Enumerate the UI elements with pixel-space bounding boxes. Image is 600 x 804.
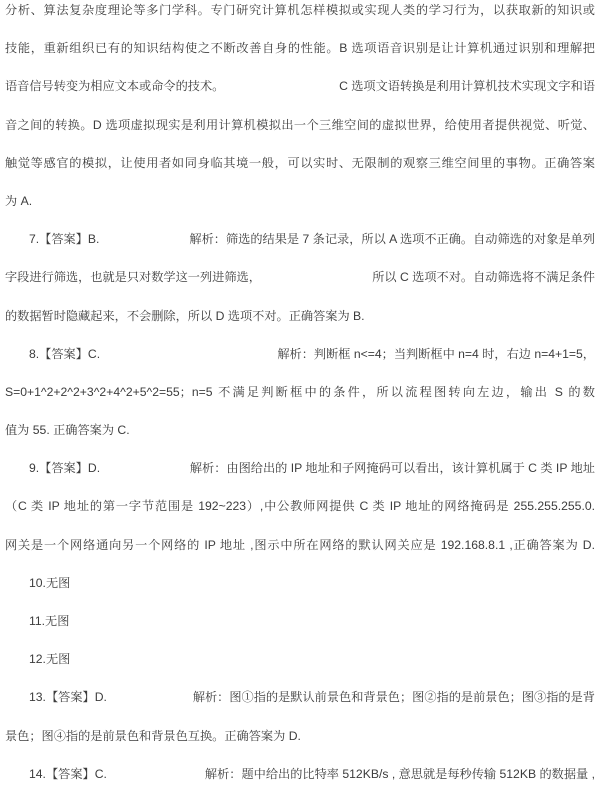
line-segment-left: 9.【答案】D. [29, 461, 101, 476]
text-line [0, 460, 600, 498]
line-segment-right: 解析：判断框 n<=4；当判断框中 n=4 时，右边 n=4+1=5， [277, 346, 595, 361]
text-line: 景色；图④指的是前景色和背景色互换。正确答案为 D. [5, 728, 301, 743]
text-line [0, 766, 600, 804]
text-line: 分析、算法复杂度理论等多门学科。专门研究计算机怎样模拟或实现人类的学习行为，以获取新的知识或 [5, 3, 595, 17]
line-segment-right: 解析：图①指的是默认前景色和背景色；图②指的是前景色；图③指的是背 [192, 690, 595, 705]
line-segment-right: C 选项文语转换是利用计算机技术实现文字和语 [339, 79, 595, 94]
line-segment-left: 14.【答案】C. [29, 766, 107, 781]
text-line: 值为 55. 正确答案为 C. [5, 423, 130, 438]
line-segment-left: 8.【答案】C. [29, 346, 101, 361]
text-line: （C 类 IP 地址的第一字节范围是 192~223）,中公教师网提供 C 类 IP 地址的网络掩码是 255.255.255.0. [5, 499, 595, 514]
text-line: 触觉等感官的模拟，让使用者如同身临其境一般，可以实时、无限制的观察三维空间里的事物。正确答案 [5, 155, 595, 170]
text-line: 技能，重新组织已有的知识结构使之不断改善自身的性能。B 选项语音识别是让计算机通过识别和理解把 [5, 41, 595, 56]
text-line [0, 269, 600, 307]
line-segment-right: 解析：题中给出的比特率 512KB/s , 意思就是每秒传输 512KB 的数据量 , [204, 766, 595, 781]
text-line: 11.无图 [29, 614, 70, 628]
line-segment-right: 解析：筛选的结果是 7 条记录，所以 A 选项不正确。自动筛选的对象是单列 [189, 232, 595, 247]
line-segment-right: 所以 C 选项不对。自动筛选将不满足条件 [372, 270, 595, 285]
text-line [0, 346, 600, 384]
text-line: 10.无图 [29, 575, 71, 590]
text-line [0, 78, 600, 116]
line-segment-right: 解析：由图给出的 IP 地址和子网掩码可以看出，该计算机属于 C 类 IP 地址 [189, 461, 595, 476]
text-line: 12.无图 [29, 652, 71, 667]
text-line: S=0+1^2+2^2+3^2+4^2+5^2=55；n=5 不满足判断框中的条件，所以流程图转向左边，输出 S 的数 [5, 384, 595, 399]
line-segment-left: 语音信号转变为相应文本或命令的技术。 [5, 79, 225, 94]
line-segment-left: 字段进行筛选，也就是只对数学这一列进筛选， [5, 270, 261, 285]
text-line [0, 689, 600, 727]
text-line: 的数据暂时隐藏起来，不会删除，所以 D 选项不对。正确答案为 B. [5, 308, 365, 323]
line-segment-left: 7.【答案】B. [29, 232, 100, 247]
text-line: 网关是一个网络通向另一个网络的 IP 地址 ,图示中所在网络的默认网关应是 192.168.8.1 ,正确答案为 D. [5, 537, 595, 552]
text-line: 为 A. [5, 193, 33, 208]
text-line: 音之间的转换。D 选项虚拟现实是利用计算机模拟出一个三维空间的虚拟世界，给使用者提供视觉、听觉、 [5, 117, 595, 132]
text-line [0, 231, 600, 269]
line-segment-left: 13.【答案】D. [29, 690, 107, 705]
